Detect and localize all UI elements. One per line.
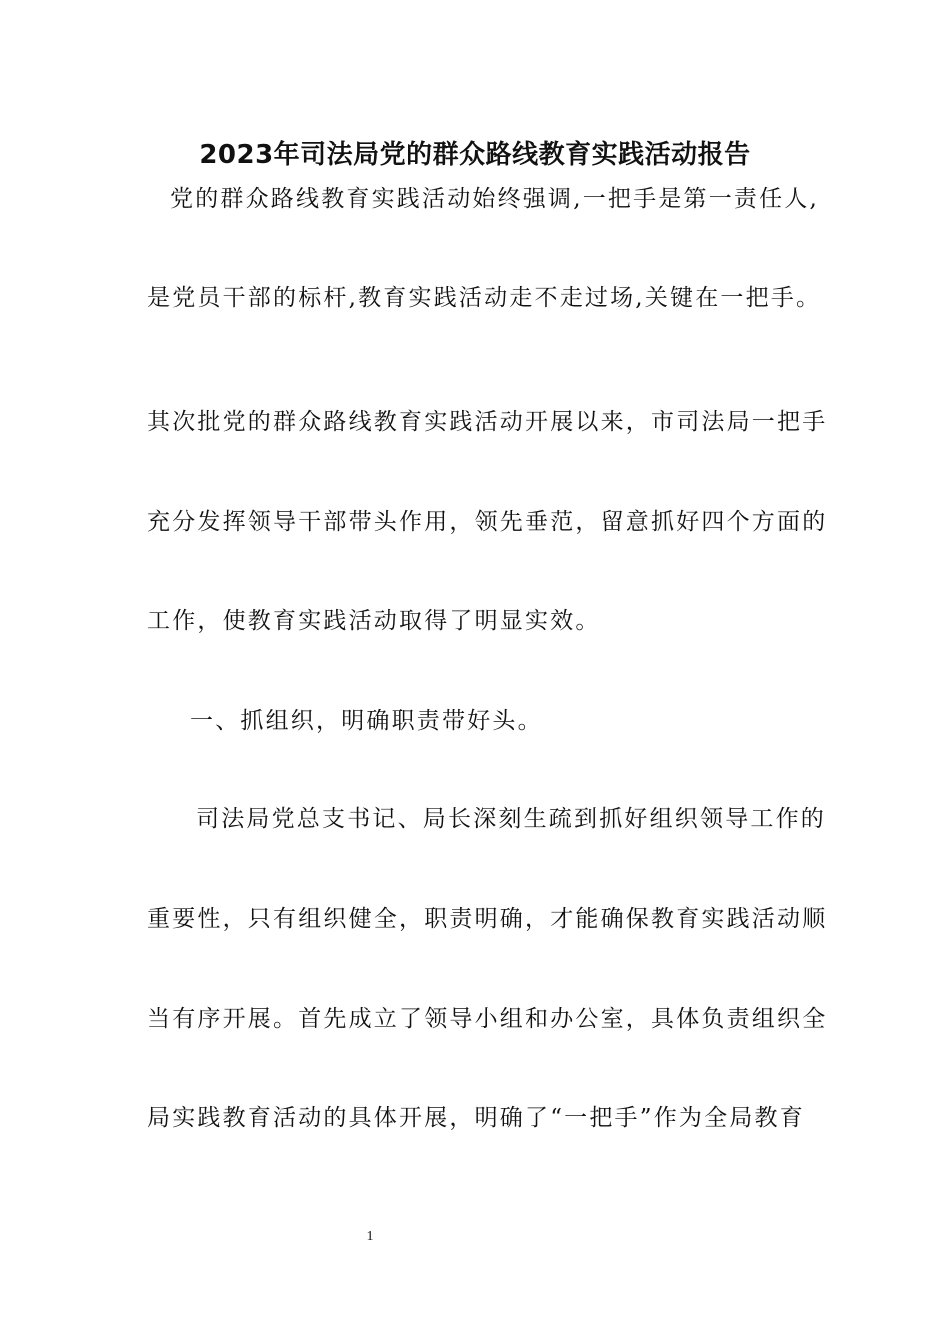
paragraph-line: 局实践教育活动的具体开展，明确了“一把手”作为全局教育: [147, 1105, 805, 1131]
paragraph-line: 党的群众路线教育实践活动始终强调,一把手是第一责任人,: [170, 186, 820, 212]
paragraph-line: 是党员干部的标杆,教育实践活动走不走过场,关键在一把手。: [147, 285, 822, 311]
document-title: 2023年司法局党的群众路线教育实践活动报告: [199, 140, 751, 170]
paragraph-line: 其次批党的群众路线教育实践活动开展以来，市司法局一把手: [147, 409, 828, 435]
paragraph-line: 重要性，只有组织健全，职责明确，才能确保教育实践活动顺: [147, 906, 828, 932]
paragraph-line: 司法局党总支书记、局长深刻生疏到抓好组织领导工作的: [196, 806, 826, 832]
page-number: 1: [366, 1229, 374, 1244]
section-heading: 一、抓组织，明确职责带好头。: [190, 708, 543, 734]
paragraph-line: 充分发挥领导干部带头作用，领先垂范，留意抓好四个方面的: [147, 509, 828, 535]
paragraph-line: 当有序开展。首先成立了领导小组和办公室，具体负责组织全: [147, 1006, 828, 1032]
paragraph-line: 工作，使教育实践活动取得了明显实效。: [147, 608, 601, 634]
